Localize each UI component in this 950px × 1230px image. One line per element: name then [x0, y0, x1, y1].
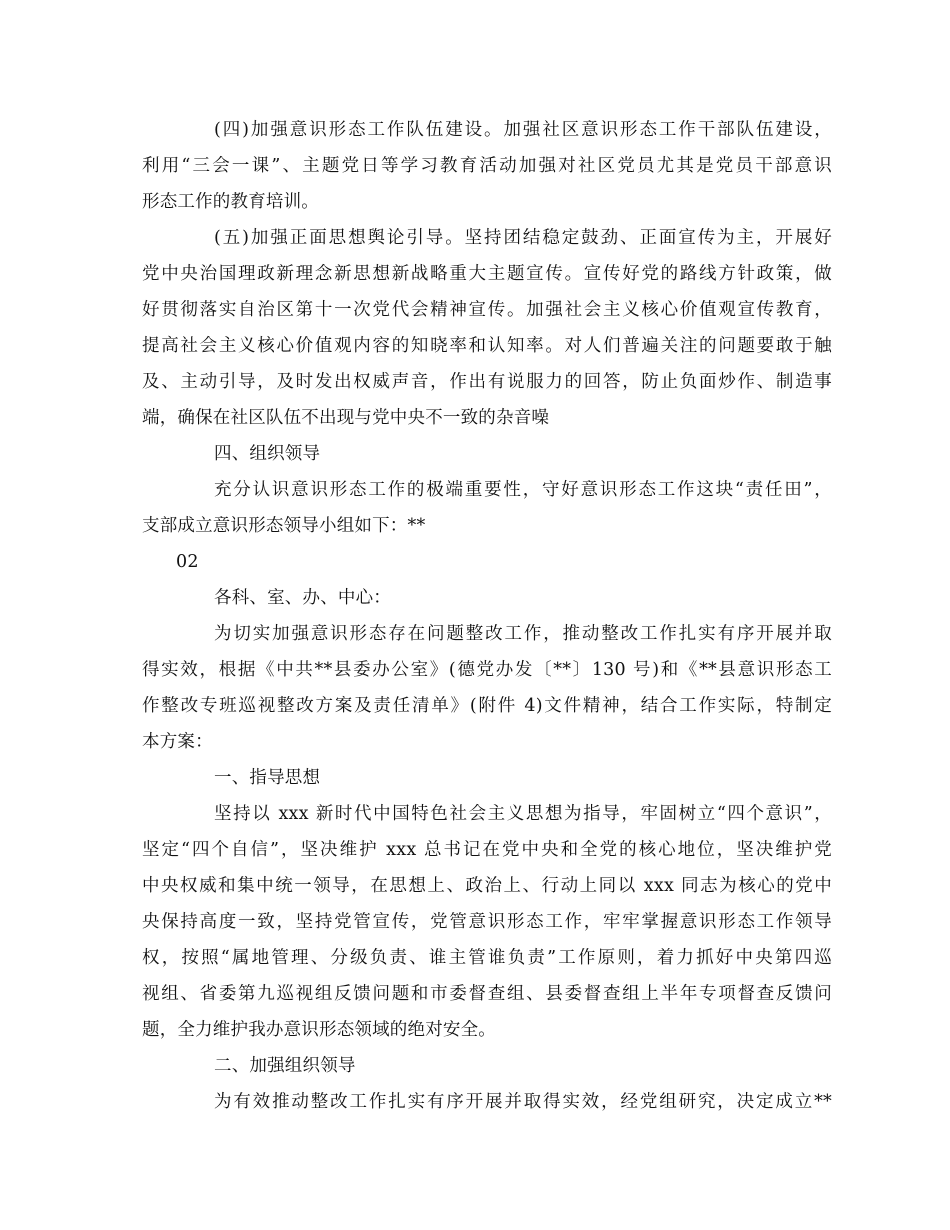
- paragraph-line: 坚持以 xxx 新时代中国特色社会主义思想为指导，牢固树立“四个意识”，: [214, 804, 832, 824]
- paragraph-line: 本方案：: [142, 732, 213, 752]
- paragraph-line: 形态工作的教育培训。: [142, 192, 319, 212]
- section-heading: 一、指导思想: [214, 768, 321, 788]
- page-number-text: 02: [176, 552, 199, 572]
- paragraph-line: 为有效推动整改工作扎实有序开展并取得实效，经党组研究，决定成立**: [214, 1092, 832, 1112]
- paragraph-line: 端，确保在社区队伍不出现与党中央不一致的杂音噪: [142, 408, 550, 428]
- paragraph-line: 得实效，根据《中共**县委办公室》(德党办发〔**〕130 号)和《**县意识形态工: [142, 660, 832, 680]
- paragraph-line: 利用“三会一课”、主题党日等学习教育活动加强对社区党员尤其是党员干部意识: [142, 156, 832, 176]
- section-heading: 四、组织领导: [214, 444, 321, 464]
- paragraph-line: 坚定“四个自信”，坚决维护 xxx 总书记在党中央和全党的核心地位，坚决维护党: [142, 840, 832, 860]
- paragraph-line: 好贯彻落实自治区第十一次党代会精神宣传。加强社会主义核心价值观宣传教育，: [142, 300, 832, 320]
- paragraph-line: 充分认识意识形态工作的极端重要性，守好意识形态工作这块“责任田”，: [214, 480, 832, 500]
- paragraph-line: 央保持高度一致，坚持党管宣传，党管意识形态工作，牢牢掌握意识形态工作领导: [142, 912, 832, 932]
- paragraph-line: (四)加强意识形态工作队伍建设。加强社区意识形态工作干部队伍建设，: [214, 120, 832, 140]
- section-heading: 二、加强组织领导: [214, 1056, 356, 1076]
- paragraph-line: 中央权威和集中统一领导，在思想上、政治上、行动上同以 xxx 同志为核心的党中: [142, 876, 832, 896]
- paragraph-line: 党中央治国理政新理念新思想新战略重大主题宣传。宣传好党的路线方针政策，做: [142, 264, 832, 284]
- paragraph-line: (五)加强正面思想舆论引导。坚持团结稳定鼓劲、正面宣传为主，开展好: [214, 228, 832, 248]
- paragraph-line: 为切实加强意识形态存在问题整改工作，推动整改工作扎实有序开展并取: [214, 624, 832, 644]
- salutation: 各科、室、办、中心：: [214, 588, 391, 608]
- paragraph-line: 题，全力维护我办意识形态领域的绝对安全。: [142, 1020, 496, 1040]
- paragraph-line: 权，按照“属地管理、分级负责、谁主管谁负责”工作原则，着力抓好中央第四巡: [142, 948, 832, 968]
- paragraph-line: 提高社会主义核心价值观内容的知晓率和认知率。对人们普遍关注的问题要敢于触: [142, 336, 832, 356]
- paragraph-line: 作整改专班巡视整改方案及责任清单》(附件 4)文件精神，结合工作实际，特制定: [142, 696, 832, 716]
- paragraph-line: 支部成立意识形态领导小组如下：**: [142, 516, 426, 536]
- paragraph-line: 及、主动引导，及时发出权威声音，作出有说服力的回答，防止负面炒作、制造事: [142, 372, 832, 392]
- paragraph-line: 视组、省委第九巡视组反馈问题和市委督查组、县委督查组上半年专项督查反馈问: [142, 984, 832, 1004]
